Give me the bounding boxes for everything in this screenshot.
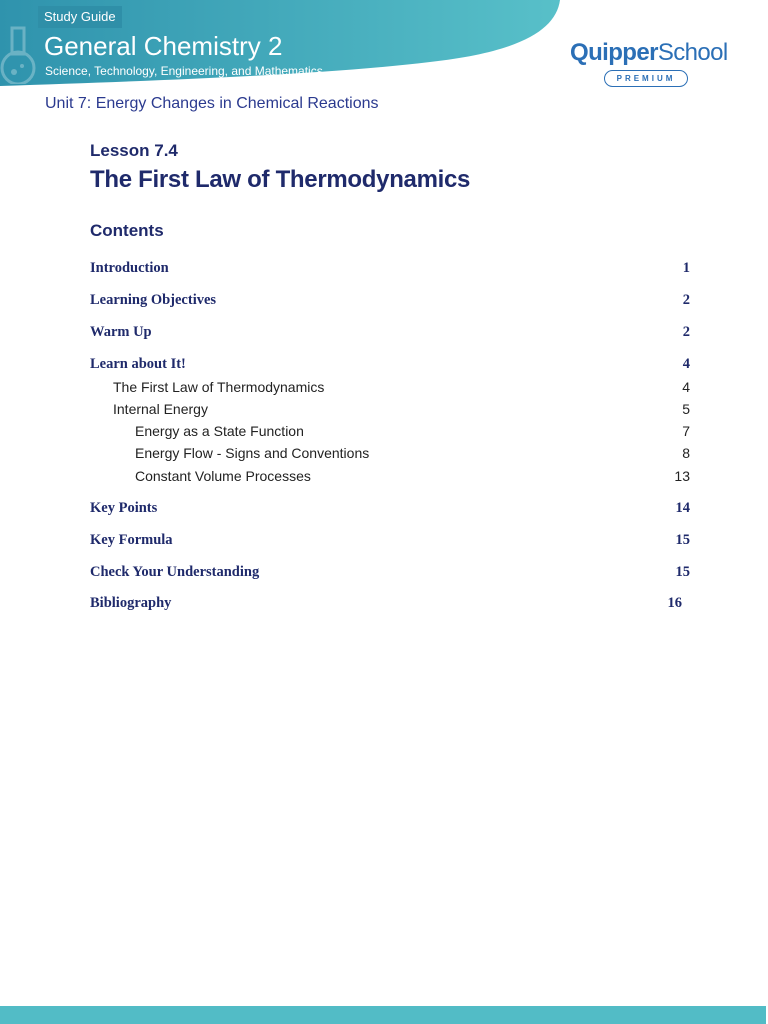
toc-entry-label: Bibliography [90, 594, 172, 611]
study-guide-badge: Study Guide [38, 6, 122, 28]
course-subtitle: Science, Technology, Engineering, and Mathematics [45, 64, 323, 78]
toc-entry-label: Internal Energy [113, 401, 208, 417]
toc-entry-label: Energy Flow - Signs and Conventions [135, 445, 370, 461]
toc-entry-page: 16 [667, 594, 682, 611]
toc-entry-page: 15 [675, 531, 690, 548]
course-title: General Chemistry 2 [44, 31, 283, 61]
toc-entry-page: 15 [675, 563, 690, 580]
toc-entry-label: Constant Volume Processes [135, 468, 311, 484]
toc-entry-label: Warm Up [90, 323, 152, 340]
brand-name-light: School [657, 39, 728, 66]
toc-entry-label: The First Law of Thermodynamics [113, 379, 325, 395]
toc-entry-page: 4 [682, 379, 690, 395]
brand-name-bold: Quipper [570, 39, 658, 66]
toc-entry-key-points[interactable] [0, 497, 690, 519]
toc-entry-label: Learning Objectives [90, 291, 217, 308]
premium-badge: PREMIUM [604, 70, 688, 87]
toc-entry-page: 4 [682, 355, 690, 372]
toc-entry-page: 2 [682, 291, 690, 308]
toc-entry-constant-volume[interactable] [0, 465, 690, 487]
toc-entry-warm-up[interactable] [0, 321, 690, 343]
lesson-title: The First Law of Thermodynamics [90, 166, 471, 193]
toc-entry-label: Check Your Understanding [90, 563, 260, 580]
toc-entry-learn-about-it[interactable] [0, 353, 690, 375]
toc-entry-introduction[interactable] [0, 257, 690, 279]
contents-heading: Contents [90, 221, 164, 240]
toc-entry-page: 2 [682, 323, 690, 340]
toc-entry-page: 1 [682, 259, 690, 276]
toc-entry-page: 5 [682, 401, 690, 417]
toc-entry-page: 7 [682, 423, 690, 439]
toc-entry-label: Learn about It! [90, 355, 186, 372]
toc-entry-learning-objectives[interactable] [0, 289, 690, 311]
toc-entry-page: 14 [675, 499, 690, 516]
toc-entry-label: Key Points [90, 499, 158, 516]
lesson-number: Lesson 7.4 [90, 141, 178, 160]
toc-entry-key-formula[interactable] [0, 529, 690, 551]
toc-entry-page: 8 [682, 445, 690, 461]
toc-entry-state-function[interactable] [0, 420, 690, 442]
toc-entry-check-understanding[interactable] [0, 561, 690, 583]
footer-bar [0, 1006, 766, 1024]
toc-entry-label: Introduction [90, 259, 169, 276]
toc-entry-label: Energy as a State Function [135, 423, 304, 439]
toc-entry-energy-flow[interactable] [0, 442, 690, 464]
toc-entry-page: 13 [674, 468, 690, 484]
toc-entry-bibliography[interactable] [0, 592, 682, 614]
toc-entry-internal-energy[interactable] [0, 398, 690, 420]
toc-entry-first-law[interactable] [0, 376, 690, 398]
toc-entry-label: Key Formula [90, 531, 173, 548]
unit-title: Unit 7: Energy Changes in Chemical Reactions [45, 95, 379, 112]
